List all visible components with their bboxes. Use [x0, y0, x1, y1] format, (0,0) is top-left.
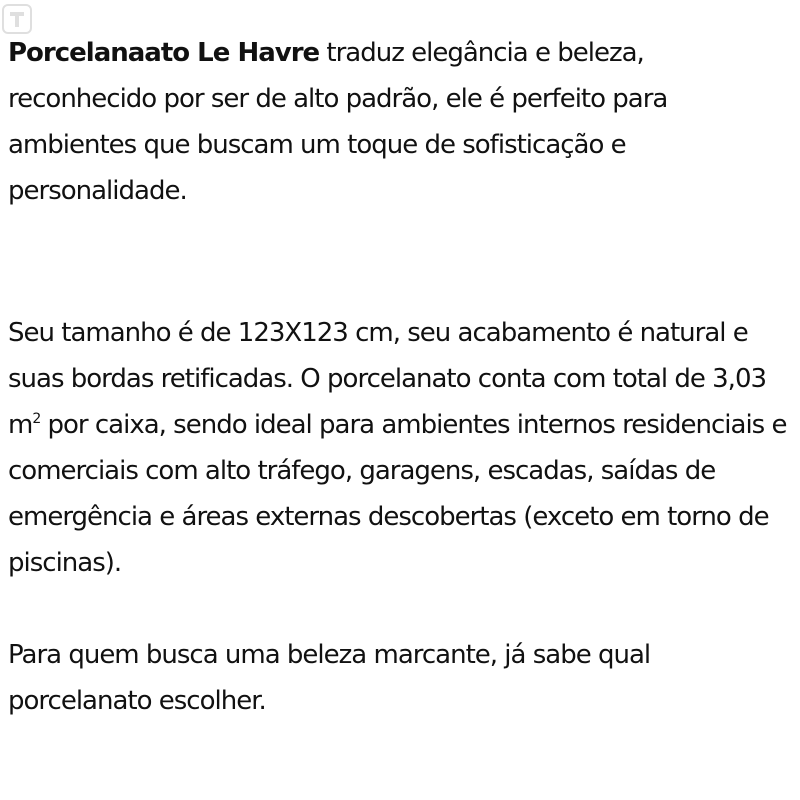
specs-text-start: Seu tamanho é de 123X123 cm, seu acabamento é natural e suas bordas retificadas. O porcelanato conta com total de 3,03 m: [8, 318, 767, 440]
product-name: Porcelanaato Le Havre: [8, 38, 320, 68]
specs-paragraph: [8, 310, 792, 586]
closing-paragraph: Para quem busca uma beleza marcante, já sabe qual porcelanato escolher.: [8, 640, 651, 716]
intro-paragraph: [8, 30, 792, 214]
specs-text-end: por caixa, sendo ideal para ambientes internos residenciais e comerciais com alto tráfego, garagens, escadas, saídas de emergência e áreas externas descobertas (exceto em torno de piscinas).: [8, 410, 787, 578]
superscript-two: 2: [32, 411, 41, 427]
intro-text: traduz elegância e beleza, reconhecido por ser de alto padrão, ele é perfeito para ambientes que buscam um toque de sofisticação e personalidade.: [8, 38, 668, 206]
t-logo-icon: [2, 4, 32, 34]
